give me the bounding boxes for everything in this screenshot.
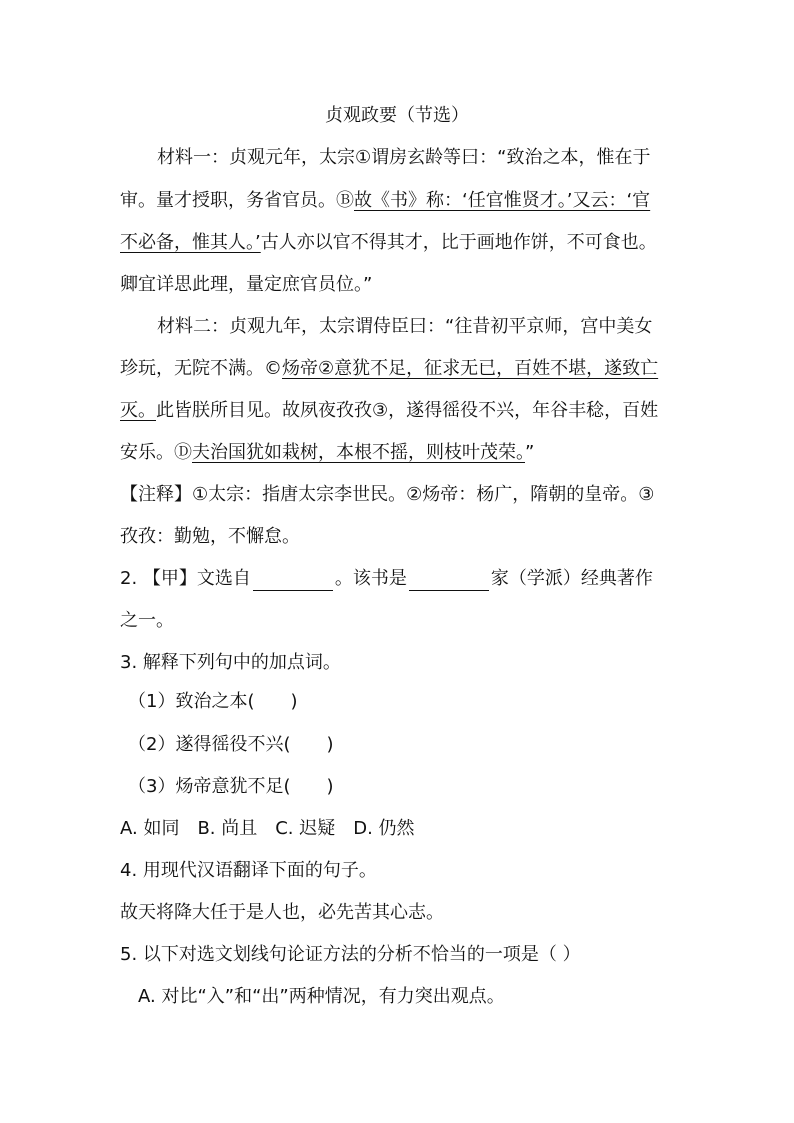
question-3-options: A. 如同 B. 尚且 C. 迟疑 D. 仍然	[120, 818, 415, 839]
material1-underlined-sentence-part2: 不必备，惟其人。’	[120, 232, 261, 253]
material2-line4-text: 安乐。Ⓓ	[120, 442, 192, 463]
question-2-continued: 之一。	[120, 610, 174, 631]
question-4-sentence: 故天将降大任于是人也，必先苦其心志。	[120, 902, 444, 923]
question-4-stem: 4. 用现代汉语翻译下面的句子。	[120, 860, 377, 881]
material1-line3	[120, 231, 794, 255]
material2-underlined-sentence-part1: 炀帝②意犹不足，征求无已，百姓不堪，遂致亡	[282, 358, 659, 379]
material1-line4: 卿宜详思此理，量定庶官员位。”	[120, 274, 373, 295]
material2-line1: 材料二：贞观九年，太宗谓侍臣曰：“往昔初平京师，宫中美女	[157, 316, 653, 337]
question-3-item-1: （1）致治之本( )	[128, 691, 298, 712]
notes-line1: 【注释】①太宗：指唐太宗李世民。②炀帝：杨广，隋朝的皇帝。③	[120, 484, 655, 505]
material2-underlined-sentence-part2: 灭。	[120, 400, 156, 421]
notes-line2: 孜孜：勤勉，不懈怠。	[120, 526, 300, 547]
question-2-part-a: 2. 【甲】文选自	[120, 568, 251, 589]
material2-closing-quote: ”	[525, 442, 535, 463]
question-2-part-c: 家（学派）经典著作	[490, 568, 653, 589]
material1-line2	[120, 189, 794, 213]
material2-line2	[120, 357, 794, 381]
question-3-item-2: （2）遂得徭役不兴( )	[128, 734, 334, 755]
material2-underlined-sentence-part3: 夫治国犹如栽树，本根不摇，则枝叶茂荣。	[192, 442, 525, 463]
question-3-item-3: （3）炀帝意犹不足( )	[128, 776, 334, 797]
material1-line1: 材料一：贞观元年，太宗①谓房玄龄等曰：“致治之本，惟在于	[157, 147, 651, 168]
passage-title: 贞观政要（节选）	[325, 105, 469, 126]
question-2	[120, 567, 794, 591]
question-3-stem: 3. 解释下列句中的加点词。	[120, 652, 341, 673]
material1-underlined-sentence-part1: 故《书》称：‘任官惟贤才。’又云：‘官	[354, 190, 651, 211]
material1-line3-text: 古人亦以官不得其才，比于画地作饼，不可食也。	[260, 232, 657, 253]
question-2-part-b: 。该书是	[334, 568, 407, 589]
answer-blank-school[interactable]	[409, 570, 489, 591]
material2-line3-text: 此皆朕所目见。故夙夜孜孜③，遂得徭役不兴，年谷丰稔，百姓	[156, 400, 659, 421]
material2-line4	[120, 441, 794, 465]
material2-line3	[120, 399, 794, 423]
question-5-stem: 5. 以下对选文划线句论证方法的分析不恰当的一项是（ ）	[120, 944, 581, 965]
material1-line2-text: 审。量才授职，务省官员。Ⓑ	[120, 190, 354, 211]
question-5-option-a: A. 对比“入”和“出”两种情况，有力突出观点。	[138, 986, 505, 1007]
material2-line2-text: 珍玩，无院不满。©	[120, 358, 282, 379]
answer-blank-source[interactable]	[253, 570, 333, 591]
